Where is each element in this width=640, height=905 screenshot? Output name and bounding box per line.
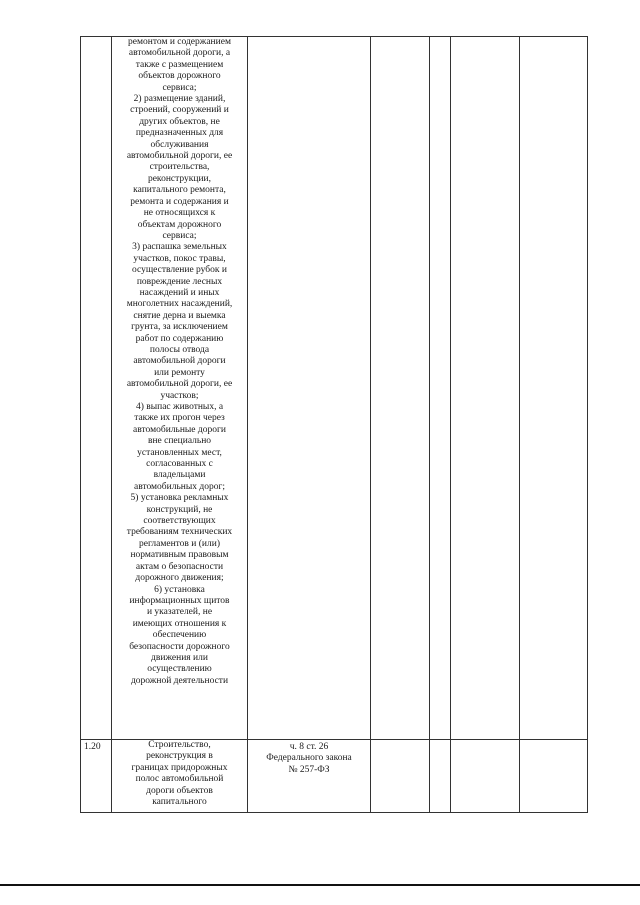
table-row xyxy=(81,740,588,813)
row-number: 1.20 xyxy=(84,742,101,752)
empty-cell xyxy=(371,37,430,740)
empty-cell xyxy=(451,740,520,813)
table-row xyxy=(81,37,588,740)
requirement-description: ремонтом и содержанием автомобильной дороги, а также с размещением объектов дорожного сервиса; 2) размещение зданий, строений, сооружений и других объектов, не предназначенных для обслуживания автомобильной дороги, ее строительства, реконструкции, капитального ремонта, ремонта и содержания и не относящихся к объектам дорожного сервиса; 3) распашка земельных участков, покос травы, осуществление рубок и повреждение лесных насаждений и иных многолетних насаждений, снятие дерна и выемка грунта, за исключением работ по содержанию полосы отвода автомобильной дороги или ремонту автомобильной дороги, ее участков; 4) выпас животных, а также их прогон через автомобильные дороги вне специально установленных мест, согласованных с владельцами автомобильных дорог; 5) установка рекламных конструкций, не соответствующих требованиям технических регламентов и (или) нормативным правовым актам о безопасности дорожного движения; 6) установка информационных щитов и указателей, не имеющих отношения к обеспечению безопасности дорожного движения или осуществлению дорожной деятельности xyxy=(126,37,233,686)
legal-reference-cell xyxy=(248,740,371,813)
row-number-cell xyxy=(81,37,112,740)
legal-reference: ч. 8 ст. 26 Федерального закона № 257-ФЗ xyxy=(266,742,352,775)
requirement-description-cell xyxy=(112,37,248,740)
legal-reference xyxy=(248,37,370,39)
empty-cell xyxy=(430,37,451,740)
empty-cell xyxy=(371,740,430,813)
empty-cell xyxy=(520,740,588,813)
requirements-table xyxy=(80,36,588,813)
empty-cell xyxy=(451,37,520,740)
requirement-description: Строительство, реконструкция в границах придорожных полос автомобильной дороги объектов капитального xyxy=(131,740,228,808)
empty-cell xyxy=(520,37,588,740)
row-number xyxy=(81,37,111,39)
requirement-description-cell xyxy=(112,740,248,813)
empty-cell xyxy=(430,740,451,813)
row-number-cell xyxy=(81,740,112,813)
legal-reference-cell xyxy=(248,37,371,740)
page-bottom-rule xyxy=(0,884,640,886)
